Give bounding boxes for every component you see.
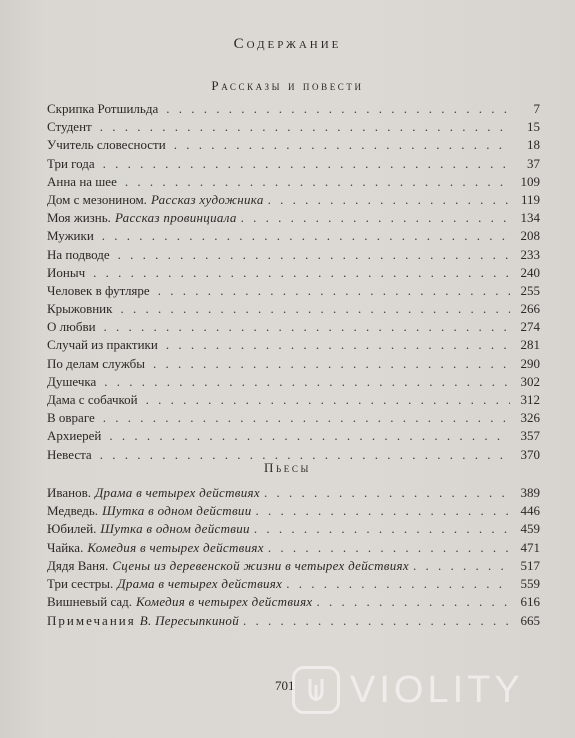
entry-subtitle: Драма в четырех действиях: [94, 485, 260, 500]
entry-page-number: 134: [520, 210, 540, 226]
section-heading-stories: Рассказы и повести: [211, 78, 364, 93]
entry-title: Юбилей.: [47, 521, 97, 537]
entry-title: Моя жизнь.: [47, 210, 111, 226]
toc-entry[interactable]: [47, 502, 540, 520]
entry-title: Ионыч: [47, 264, 86, 280]
entry-page-number: 37: [527, 155, 540, 171]
dot-leader: [109, 427, 510, 445]
toc-entry[interactable]: [47, 373, 540, 391]
entry-subtitle: Шутка в одном действии: [100, 521, 250, 537]
dot-leader: [174, 136, 510, 154]
entry-title: В овраге: [47, 410, 95, 426]
dot-leader: [93, 264, 510, 282]
entry-page-number: 233: [520, 246, 540, 262]
entry-title: Вишневый сад.: [47, 594, 133, 610]
entry-page-number: 471: [520, 539, 540, 555]
dot-leader: [166, 100, 510, 118]
toc-entry[interactable]: [47, 227, 540, 245]
toc-entry[interactable]: [47, 391, 540, 409]
entry-page-number: 370: [520, 446, 540, 462]
toc-notes: [47, 612, 540, 630]
dot-leader: [254, 520, 510, 538]
toc-entry[interactable]: [47, 300, 540, 318]
toc-stories: [47, 100, 540, 464]
entry-title: Скрипка Ротшильда: [47, 101, 159, 116]
toc-entry[interactable]: [47, 282, 540, 300]
toc-entry[interactable]: [47, 539, 540, 557]
page-title: Содержание: [233, 36, 342, 52]
toc-entry[interactable]: [47, 136, 540, 154]
entry-page-number: 255: [520, 282, 540, 298]
toc-entry[interactable]: [47, 246, 540, 264]
dot-leader: [166, 336, 510, 354]
entry-title: Студент: [47, 119, 92, 135]
entry-title: Невеста: [47, 446, 92, 462]
toc-entry-notes[interactable]: [47, 612, 540, 630]
entry-subtitle: Рассказ художника: [150, 191, 264, 207]
entry-page-number: 446: [520, 503, 540, 519]
entry-title: Крыжовник: [47, 301, 113, 317]
entry-page-number: 18: [527, 137, 540, 153]
dot-leader: [103, 409, 510, 427]
entry-page-number: 312: [520, 392, 540, 407]
toc-entry[interactable]: [47, 173, 540, 191]
dot-leader: [264, 484, 510, 502]
dot-leader: [256, 502, 511, 520]
entry-title: Медведь.: [47, 503, 99, 519]
toc-entry[interactable]: [47, 484, 540, 502]
toc-entry[interactable]: [47, 336, 540, 354]
dot-leader: [146, 391, 510, 409]
dot-leader: [268, 191, 510, 209]
entry-page-number: 517: [520, 557, 540, 573]
entry-title: Душечка: [47, 373, 97, 389]
dot-leader: [413, 557, 510, 575]
notes-author: В. Пересыпкиной: [139, 613, 240, 628]
toc-entry[interactable]: [47, 264, 540, 282]
entry-title: Архиерей: [47, 428, 102, 444]
entry-page-number: 274: [520, 319, 540, 335]
dot-leader: [104, 373, 510, 391]
entry-title: Анна на шее: [47, 173, 117, 189]
entry-title: Случай из практики: [47, 337, 158, 353]
dot-leader: [317, 593, 511, 611]
violity-watermark: [292, 660, 562, 720]
violity-logo-icon: [292, 666, 340, 714]
entry-page-number: 290: [520, 355, 540, 371]
entry-page-number: 119: [520, 191, 540, 207]
toc-entry[interactable]: [47, 409, 540, 427]
watermark-text: VIOLITY: [350, 668, 524, 711]
dot-leader: [125, 173, 510, 191]
dot-leader: [158, 282, 510, 300]
dot-leader: [120, 300, 510, 318]
toc-entry[interactable]: [47, 100, 540, 118]
entry-page-number: 559: [520, 575, 540, 591]
dot-leader: [118, 246, 510, 264]
entry-page-number: 302: [520, 373, 540, 389]
dot-leader: [243, 612, 510, 630]
entry-page-number: 357: [520, 428, 540, 444]
entry-page-number: 326: [520, 410, 540, 426]
toc-entry[interactable]: [47, 191, 540, 209]
toc-entry[interactable]: [47, 427, 540, 445]
dot-leader: [104, 318, 510, 336]
toc-entry[interactable]: [47, 209, 540, 227]
entry-page-number: 240: [520, 264, 540, 280]
toc-entry[interactable]: [47, 118, 540, 136]
entry-subtitle: Сцены из деревенской жизни в четырех действиях: [112, 557, 409, 573]
entry-page-number: 266: [520, 301, 540, 317]
entry-title: О любви: [47, 319, 96, 335]
entry-page-number: 389: [520, 485, 540, 500]
toc-entry[interactable]: [47, 355, 540, 373]
entry-title: Иванов.: [47, 485, 91, 500]
entry-subtitle: Драма в четырех действиях: [117, 575, 283, 591]
entry-title: Дядя Ваня.: [47, 557, 109, 573]
entry-subtitle: Комедия в четырех действиях: [136, 594, 313, 610]
dot-leader: [286, 575, 510, 593]
toc-entry[interactable]: [47, 318, 540, 336]
entry-page-number: 616: [520, 594, 540, 610]
notes-page-number: 665: [520, 613, 540, 628]
toc-entry[interactable]: [47, 593, 540, 611]
entry-title: Дом с мезонином.: [47, 191, 147, 207]
dot-leader: [268, 539, 510, 557]
entry-title: Человек в футляре: [47, 282, 150, 298]
toc-entry[interactable]: [47, 575, 540, 593]
toc-plays: [47, 484, 540, 611]
entry-subtitle: Шутка в одном действии: [102, 503, 252, 519]
dot-leader: [153, 355, 510, 373]
dot-leader: [100, 118, 510, 136]
entry-title: По делам службы: [47, 355, 146, 371]
dot-leader: [103, 155, 510, 173]
entry-page-number: 208: [520, 228, 540, 244]
entry-page-number: 109: [520, 173, 540, 189]
entry-page-number: 15: [527, 119, 540, 135]
toc-entry[interactable]: [47, 155, 540, 173]
entry-title: Учитель словесности: [47, 137, 166, 153]
toc-entry[interactable]: [47, 557, 540, 575]
dot-leader: [102, 227, 510, 245]
section-heading-plays: Пьесы: [264, 460, 311, 475]
entry-page-number: 7: [533, 101, 540, 116]
entry-title: Три сестры.: [47, 575, 114, 591]
notes-title: Примечания: [47, 613, 136, 628]
entry-title: На подводе: [47, 246, 110, 262]
entry-title: Три года: [47, 155, 95, 171]
entry-page-number: 281: [520, 337, 540, 353]
entry-title: Дама с собачкой: [47, 392, 138, 407]
entry-subtitle: Рассказ провинциала: [114, 210, 237, 226]
folio-page-number: 701: [275, 678, 295, 693]
entry-page-number: 459: [520, 521, 540, 537]
entry-title: Мужики: [47, 228, 94, 244]
toc-entry[interactable]: [47, 520, 540, 538]
entry-subtitle: Комедия в четырех действиях: [87, 539, 264, 555]
entry-title: Чайка.: [47, 539, 84, 555]
dot-leader: [241, 209, 510, 227]
